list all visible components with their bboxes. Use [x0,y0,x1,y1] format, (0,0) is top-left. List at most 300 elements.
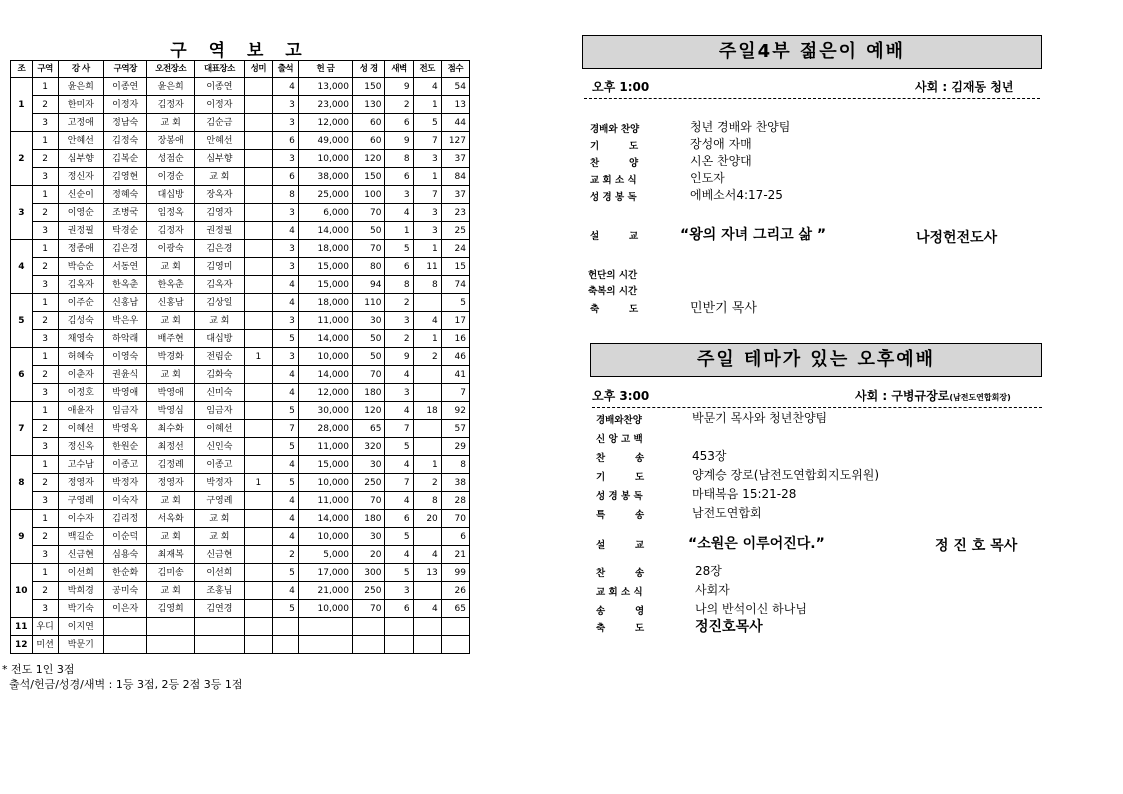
table-cell: 교 회 [147,528,195,546]
table-cell [244,582,272,600]
table-cell [147,636,195,654]
table-cell: 성점순 [147,150,195,168]
column-header: 출석 [272,61,298,78]
table-cell: 1 [32,294,58,312]
table-cell: 이수자 [58,510,103,528]
order-label: 경배와찬양 [596,415,642,426]
column-header: 헌 금 [298,61,352,78]
table-cell: 250 [353,474,385,492]
table-cell: 교 회 [147,492,195,510]
table-row [11,276,470,294]
table-cell: 박희경 [58,582,103,600]
table-row [11,582,470,600]
table-cell: 김화숙 [194,366,244,384]
order-value: 청년 경배와 찬양팀 [690,120,791,134]
table-cell: 교 회 [194,510,244,528]
table-cell: 6 [272,168,298,186]
table-cell: 4 [272,492,298,510]
table-cell: 1 [32,78,58,96]
order-label: 송 영 [596,606,645,617]
table-cell: 30 [353,456,385,474]
order-label: 기 도 [596,472,645,483]
service2-time: 오후 3:00 [592,389,650,403]
table-cell: 3 [385,582,413,600]
table-cell [413,420,441,438]
table-cell: 6 [385,114,413,132]
order-label: 교 회 소 식 [596,587,643,598]
table-cell [244,312,272,330]
table-cell: 9 [385,348,413,366]
table-cell: 70 [353,600,385,618]
table-cell: 박영옥 [104,420,147,438]
table-cell: 38,000 [298,168,352,186]
table-cell: 이지연 [58,618,103,636]
table-cell [413,438,441,456]
table-cell [441,618,469,636]
table-cell: 57 [441,420,469,438]
service1-title: 주일4부 젊은이 예배 [582,35,1042,69]
table-cell: 50 [353,222,385,240]
table-row [11,204,470,222]
table-row [11,150,470,168]
service2-sermon-title: “소원은 이루어진다.” [688,536,825,552]
table-cell: 14,000 [298,330,352,348]
table-cell: 김미송 [147,564,195,582]
table-cell: 4 [413,600,441,618]
table-cell [244,528,272,546]
order-value: 사회자 [695,583,730,597]
table-cell: 15,000 [298,456,352,474]
table-cell: 탁경순 [104,222,147,240]
table-cell: 84 [441,168,469,186]
table-cell: 70 [353,240,385,258]
note-line: 출석/헌금/성경/새벽 : 1등 3점, 2등 2점 3등 1점 [2,678,243,691]
table-cell: 이정자 [194,96,244,114]
table-cell: 이춘자 [58,366,103,384]
table-cell [244,276,272,294]
table-cell: 김정숙 [104,132,147,150]
table-cell: 4 [272,366,298,384]
table-cell: 교 회 [147,258,195,276]
table-cell: 교 회 [147,114,195,132]
table-cell: 이혜선 [194,420,244,438]
table-cell: 이혜선 [58,420,103,438]
service1-blessing-time: 축복의 시간 [588,286,638,297]
table-cell [244,78,272,96]
table-cell: 3 [272,114,298,132]
column-header: 구역장 [104,61,147,78]
table-cell [413,366,441,384]
table-cell: 김정자 [147,222,195,240]
table-cell: 이종고 [194,456,244,474]
service2-preacher: 정 진 호 목사 [935,538,1018,554]
table-row [11,618,470,636]
table-cell: 250 [353,582,385,600]
table-cell: 4 [272,456,298,474]
table-cell: 24 [441,240,469,258]
table-cell [244,600,272,618]
group-number: 6 [11,348,33,402]
column-header: 구역 [32,61,58,78]
service1-sermon-title: “왕의 자녀 그리고 삶 ” [680,227,827,243]
order-value: 박문기 목사와 청년찬양팀 [692,411,828,425]
table-cell: 2 [413,474,441,492]
table-cell: 6 [385,168,413,186]
order-label: 찬 송 [596,453,645,464]
table-cell: 허혜숙 [58,348,103,366]
table-cell: 9 [385,78,413,96]
table-row [11,330,470,348]
service2-bless-label: 축 도 [596,623,645,634]
table-cell: 30,000 [298,402,352,420]
table-cell: 20 [353,546,385,564]
table-cell: 50 [353,348,385,366]
table-cell: 박은우 [104,312,147,330]
table-cell: 3 [32,114,58,132]
table-cell: 대십방 [194,330,244,348]
table-cell: 교 회 [194,168,244,186]
table-row [11,258,470,276]
order-value: 28장 [695,564,722,578]
table-cell: 최재복 [147,546,195,564]
table-cell: 1 [32,564,58,582]
table-cell: 이영순 [58,204,103,222]
table-cell: 38 [441,474,469,492]
table-cell: 3 [32,600,58,618]
table-cell: 7 [272,420,298,438]
table-cell: 김상일 [194,294,244,312]
group-number: 5 [11,294,33,348]
table-cell: 교 회 [147,312,195,330]
table-cell: 심용숙 [104,546,147,564]
table-cell: 4 [413,78,441,96]
table-cell: 4 [272,510,298,528]
table-cell: 5 [272,438,298,456]
group-number: 10 [11,564,33,618]
table-cell: 8 [413,276,441,294]
table-cell: 70 [353,366,385,384]
table-cell: 11,000 [298,312,352,330]
table-cell: 26 [441,582,469,600]
table-row [11,600,470,618]
table-row [11,366,470,384]
table-cell: 신인숙 [194,438,244,456]
table-cell: 1 [32,186,58,204]
table-cell [244,456,272,474]
table-cell: 10,000 [298,150,352,168]
table-cell: 4 [385,402,413,420]
table-row [11,384,470,402]
table-cell: 4 [385,456,413,474]
table-cell: 3 [272,96,298,114]
table-cell: 김은경 [104,240,147,258]
table-cell: 대십방 [147,186,195,204]
table-cell: 2 [32,582,58,600]
table-row [11,474,470,492]
group-number: 3 [11,186,33,240]
table-cell: 46 [441,348,469,366]
table-cell: 신홍남 [147,294,195,312]
table-cell [413,582,441,600]
table-cell: 10,000 [298,600,352,618]
table-cell: 교 회 [194,312,244,330]
table-cell: 김복순 [104,150,147,168]
order-value: 인도자 [690,171,725,185]
table-cell: 2 [32,204,58,222]
column-header: 새벽 [385,61,413,78]
table-cell: 고정애 [58,114,103,132]
table-cell [244,618,272,636]
order-label: 기 도 [590,141,639,152]
table-cell: 3 [385,312,413,330]
table-cell: 박영애 [147,384,195,402]
table-cell [298,636,352,654]
table-cell: 3 [32,330,58,348]
table-cell: 심부향 [194,150,244,168]
table-cell [272,636,298,654]
table-cell: 4 [272,582,298,600]
table-row [11,564,470,582]
table-cell: 이광숙 [147,240,195,258]
table-cell: 3 [272,240,298,258]
table-cell: 10,000 [298,348,352,366]
service1-bless-value: 민반기 목사 [690,301,757,316]
table-cell [413,294,441,312]
order-label: 교 회 소 식 [590,175,637,186]
service2-host-role: (남전도연합회장) [949,393,1011,402]
table-row [11,402,470,420]
table-cell: 교 회 [147,582,195,600]
table-cell: 3 [32,438,58,456]
table-cell: 4 [272,294,298,312]
table-cell: 박영애 [104,384,147,402]
table-cell: 300 [353,564,385,582]
table-cell: 백길순 [58,528,103,546]
table-cell [244,546,272,564]
table-cell [244,564,272,582]
table-cell [353,636,385,654]
table-cell: 28 [441,492,469,510]
table-cell: 임금자 [104,402,147,420]
table-cell: 2 [32,366,58,384]
table-cell [244,186,272,204]
table-cell: 3 [32,168,58,186]
column-header: 오전장소 [147,61,195,78]
table-row [11,636,470,654]
table-cell: 4 [413,312,441,330]
table-cell: 8 [385,150,413,168]
column-header: 강 사 [58,61,103,78]
table-cell: 8 [441,456,469,474]
table-cell: 6 [385,600,413,618]
table-cell: 2 [385,294,413,312]
table-cell: 30 [353,528,385,546]
service1-sermon-label: 설 교 [590,231,639,242]
divider [584,98,1040,99]
table-row [11,186,470,204]
table-cell: 3 [385,384,413,402]
order-value: 남전도연합회 [692,506,762,520]
table-cell [244,222,272,240]
table-cell: 3 [413,204,441,222]
table-cell: 1 [32,510,58,528]
table-row [11,132,470,150]
table-row [11,294,470,312]
table-cell: 최정선 [147,438,195,456]
table-cell: 2 [32,528,58,546]
table-cell: 120 [353,150,385,168]
table-cell: 54 [441,78,469,96]
order-label: 경배와 찬양 [590,124,640,135]
table-cell: 8 [385,276,413,294]
table-cell: 신미숙 [194,384,244,402]
table-cell: 70 [353,492,385,510]
table-cell: 94 [353,276,385,294]
table-cell: 이종고 [104,456,147,474]
table-cell: 23,000 [298,96,352,114]
table-cell: 교 회 [147,366,195,384]
table-cell: 120 [353,402,385,420]
table-cell: 2 [272,546,298,564]
table-cell: 김성숙 [58,312,103,330]
table-cell: 임금자 [194,402,244,420]
table-cell: 2 [32,96,58,114]
table-cell: 49,000 [298,132,352,150]
table-cell: 한순화 [104,564,147,582]
table-cell: 65 [353,420,385,438]
table-cell: 우디 [32,618,58,636]
column-header: 성 경 [353,61,385,78]
table-cell [244,366,272,384]
district-report-table [10,60,470,654]
table-row [11,456,470,474]
table-row [11,168,470,186]
table-cell: 김은경 [194,240,244,258]
table-cell [244,510,272,528]
table-cell [194,618,244,636]
table-header-row [11,61,470,78]
service1-host: 사회 : 김재동 청년 [915,80,1014,94]
table-cell: 4 [272,276,298,294]
table-cell: 1 [413,330,441,348]
table-cell: 한미자 [58,96,103,114]
service1-time: 오후 1:00 [592,80,650,94]
table-cell: 5 [385,438,413,456]
table-cell [441,636,469,654]
table-cell: 17,000 [298,564,352,582]
table-cell: 180 [353,510,385,528]
table-cell: 4 [272,222,298,240]
table-cell: 고수남 [58,456,103,474]
table-cell: 16 [441,330,469,348]
order-value: 시온 찬양대 [690,154,752,168]
table-cell: 김옥자 [194,276,244,294]
table-cell: 이선희 [58,564,103,582]
table-cell: 3 [32,384,58,402]
table-cell: 1 [413,168,441,186]
table-cell: 25 [441,222,469,240]
table-cell: 150 [353,78,385,96]
table-cell: 99 [441,564,469,582]
table-cell: 4 [385,366,413,384]
table-cell [104,618,147,636]
table-cell: 신금현 [194,546,244,564]
table-cell: 4 [272,528,298,546]
table-row [11,96,470,114]
table-cell: 3 [272,348,298,366]
order-label: 찬 양 [590,158,639,169]
table-cell: 이주순 [58,294,103,312]
table-cell: 김옥자 [58,276,103,294]
table-cell: 6 [385,258,413,276]
table-cell: 28,000 [298,420,352,438]
table-cell [244,96,272,114]
order-label: 찬 송 [596,568,645,579]
table-cell: 7 [385,420,413,438]
table-cell: 80 [353,258,385,276]
table-cell: 권윤식 [104,366,147,384]
service2-title: 주일 테마가 있는 오후예배 [590,343,1042,377]
table-cell: 6 [441,528,469,546]
table-cell: 5 [272,402,298,420]
table-cell: 1 [32,132,58,150]
table-cell: 김순금 [194,114,244,132]
order-value: 양계승 장로(남전도연합회지도위원) [692,468,880,482]
table-cell [298,618,352,636]
group-number: 7 [11,402,33,456]
service2-sermon-label: 설 교 [596,540,645,551]
table-cell: 5 [385,564,413,582]
table-cell: 이숙자 [104,492,147,510]
table-cell: 정영자 [58,474,103,492]
table-cell [385,636,413,654]
table-cell: 8 [413,492,441,510]
table-cell: 2 [385,96,413,114]
table-row [11,78,470,96]
table-cell: 박기숙 [58,600,103,618]
table-cell: 윤은희 [58,78,103,96]
table-cell: 박영심 [147,402,195,420]
table-cell: 6,000 [298,204,352,222]
table-cell: 2 [32,258,58,276]
table-cell: 3 [32,492,58,510]
table-cell: 이정자 [104,96,147,114]
table-cell: 18 [413,402,441,420]
table-cell: 25,000 [298,186,352,204]
table-cell: 조병국 [104,204,147,222]
table-cell: 교 회 [194,528,244,546]
table-row [11,492,470,510]
table-cell: 김정자 [147,96,195,114]
table-cell: 3 [385,186,413,204]
group-number: 8 [11,456,33,510]
table-cell: 하악래 [104,330,147,348]
group-number: 9 [11,510,33,564]
table-row [11,510,470,528]
table-cell: 이종연 [194,78,244,96]
table-cell: 70 [441,510,469,528]
order-label: 신 앙 고 백 [596,434,643,445]
table-cell: 구영례 [58,492,103,510]
table-cell: 채영숙 [58,330,103,348]
table-cell: 3 [272,312,298,330]
table-cell: 180 [353,384,385,402]
table-cell: 배주현 [147,330,195,348]
table-cell: 1 [413,456,441,474]
table-cell [244,402,272,420]
table-cell: 김정례 [147,456,195,474]
order-value: 에베소서4:17-25 [690,188,783,202]
